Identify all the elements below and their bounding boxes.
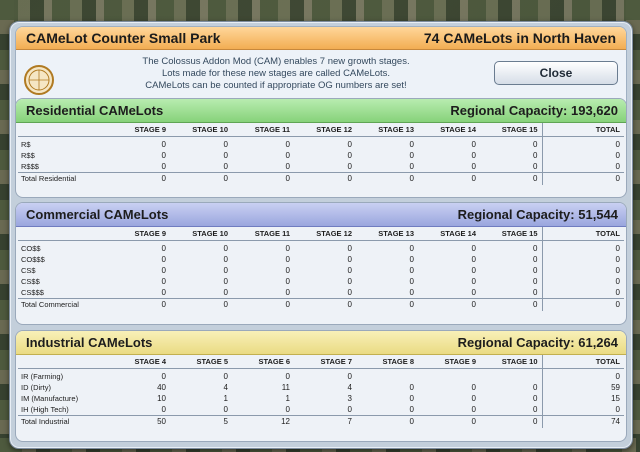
cell: 4 — [347, 383, 352, 393]
column-header: STAGE 10 — [170, 123, 232, 137]
column-header: STAGE 5 — [170, 355, 232, 369]
cell: 0 — [285, 244, 290, 254]
cell: 0 — [161, 287, 166, 297]
cell: 0 — [223, 276, 228, 286]
total-cell: 0 — [542, 255, 624, 266]
residential-section — [15, 98, 627, 198]
column-header: TOTAL — [542, 123, 624, 137]
row-label: ID (Dirty) — [21, 383, 51, 393]
row-label: R$$$ — [21, 161, 39, 171]
commercial-header — [16, 203, 626, 227]
cell: 0 — [232, 173, 294, 186]
cell: 0 — [347, 140, 352, 150]
cell: 0 — [347, 287, 352, 297]
cell: 0 — [533, 265, 538, 275]
cell: 0 — [533, 244, 538, 254]
total-row — [18, 298, 624, 311]
column-header: STAGE 13 — [356, 227, 418, 241]
bsc-logo-graphic — [27, 68, 51, 92]
total-cell: 0 — [542, 276, 624, 287]
commercial-section — [15, 202, 627, 325]
cell: 0 — [285, 404, 290, 414]
table-row — [18, 244, 624, 255]
regional-capacity: Regional Capacity: 61,264 — [457, 335, 618, 350]
cell: 0 — [108, 298, 170, 311]
cell: 0 — [161, 140, 166, 150]
table-header-row — [18, 227, 624, 241]
cell: 0 — [480, 416, 542, 429]
cell: 0 — [223, 372, 228, 382]
row-label: Total Industrial — [18, 416, 108, 429]
window-title: CAMeLot Counter Small Park — [26, 30, 221, 46]
cell: 0 — [285, 140, 290, 150]
cell: 0 — [471, 287, 476, 297]
table-row — [18, 394, 624, 405]
regional-capacity: Regional Capacity: 193,620 — [450, 103, 618, 118]
cell: 0 — [471, 244, 476, 254]
cell: 0 — [471, 393, 476, 403]
row-label: IM (Manufacture) — [21, 393, 79, 403]
total-cell: 0 — [542, 298, 624, 311]
cell: 0 — [471, 161, 476, 171]
cell: 0 — [471, 276, 476, 286]
cell: 0 — [471, 151, 476, 161]
description-line: Lots made for these new stages are called CAMeLots. — [161, 68, 391, 79]
cell: 0 — [223, 140, 228, 150]
column-header: STAGE 9 — [108, 227, 170, 241]
total-cell: 0 — [542, 140, 624, 151]
cell: 0 — [161, 255, 166, 265]
cell: 0 — [409, 393, 414, 403]
cell: 0 — [356, 173, 418, 186]
table-row — [18, 404, 624, 415]
cell: 0 — [161, 161, 166, 171]
cell: 11 — [281, 383, 290, 393]
industrial-header — [16, 331, 626, 355]
cell: 0 — [347, 276, 352, 286]
cell: 0 — [409, 255, 414, 265]
total-cell: 15 — [542, 394, 624, 405]
bsc-logo-icon — [24, 65, 54, 95]
cell: 0 — [533, 140, 538, 150]
cell — [480, 372, 542, 383]
column-header: TOTAL — [542, 355, 624, 369]
cell: 0 — [170, 173, 232, 186]
column-header: STAGE 14 — [418, 123, 480, 137]
total-cell: 0 — [542, 151, 624, 162]
row-label: IR (Farming) — [21, 372, 64, 382]
cell: 0 — [409, 151, 414, 161]
cell: 0 — [347, 161, 352, 171]
column-header: STAGE 15 — [480, 227, 542, 241]
column-header: STAGE 14 — [418, 227, 480, 241]
total-cell: 0 — [542, 266, 624, 277]
cell: 3 — [347, 393, 352, 403]
commercial-table — [18, 227, 624, 311]
cell: 0 — [223, 287, 228, 297]
cell: 0 — [471, 140, 476, 150]
cell: 0 — [533, 287, 538, 297]
table-row — [18, 287, 624, 298]
row-label: IH (High Tech) — [21, 404, 69, 414]
cell: 0 — [285, 276, 290, 286]
close-button[interactable]: Close — [494, 61, 618, 85]
column-header: STAGE 12 — [294, 227, 356, 241]
cell: 0 — [347, 265, 352, 275]
row-label: Total Residential — [18, 173, 108, 186]
cell: 0 — [533, 404, 538, 414]
cell: 0 — [533, 383, 538, 393]
section-title: Residential CAMeLots — [26, 103, 164, 118]
row-label: CS$ — [21, 265, 36, 275]
cell: 0 — [285, 255, 290, 265]
cell: 0 — [347, 244, 352, 254]
cell: 0 — [356, 416, 418, 429]
column-header: STAGE 10 — [480, 355, 542, 369]
table-row — [18, 151, 624, 162]
total-cell: 0 — [542, 173, 624, 186]
industrial-section — [15, 330, 627, 442]
cell: 0 — [418, 416, 480, 429]
total-cell: 59 — [542, 383, 624, 394]
cell: 0 — [409, 383, 414, 393]
section-title: Industrial CAMeLots — [26, 335, 153, 350]
column-header: STAGE 6 — [232, 355, 294, 369]
cell: 0 — [170, 298, 232, 311]
table-row — [18, 266, 624, 277]
cell: 0 — [223, 161, 228, 171]
cell: 7 — [294, 416, 356, 429]
column-header: STAGE 10 — [170, 227, 232, 241]
cell: 0 — [223, 255, 228, 265]
cell — [356, 372, 418, 383]
cell: 0 — [294, 298, 356, 311]
column-header: STAGE 8 — [356, 355, 418, 369]
cell: 0 — [108, 173, 170, 186]
table-row — [18, 140, 624, 151]
cell: 0 — [347, 404, 352, 414]
cell: 0 — [294, 173, 356, 186]
total-cell: 0 — [542, 372, 624, 383]
cell: 0 — [409, 161, 414, 171]
total-cell: 0 — [542, 244, 624, 255]
row-label: CO$$ — [21, 244, 41, 254]
regional-capacity: Regional Capacity: 51,544 — [457, 207, 618, 222]
header-bar — [16, 27, 626, 50]
total-cell: 0 — [542, 287, 624, 298]
cell: 5 — [170, 416, 232, 429]
description — [126, 56, 426, 92]
column-header: STAGE 15 — [480, 123, 542, 137]
cell: 0 — [223, 404, 228, 414]
cell: 0 — [409, 265, 414, 275]
cell: 0 — [533, 276, 538, 286]
industrial-table — [18, 355, 624, 428]
cell: 0 — [471, 265, 476, 275]
cell: 10 — [157, 393, 166, 403]
column-header: STAGE 11 — [232, 227, 294, 241]
table-row — [18, 383, 624, 394]
cell: 0 — [285, 151, 290, 161]
cell: 0 — [409, 244, 414, 254]
column-header: STAGE 13 — [356, 123, 418, 137]
cell: 1 — [223, 393, 228, 403]
column-header — [18, 227, 108, 241]
cell: 0 — [347, 151, 352, 161]
cell: 0 — [223, 244, 228, 254]
cell — [418, 372, 480, 383]
cell: 0 — [285, 161, 290, 171]
cell: 0 — [418, 298, 480, 311]
table-row — [18, 372, 624, 383]
cell: 0 — [223, 151, 228, 161]
row-label: CO$$$ — [21, 255, 45, 265]
column-header — [18, 355, 108, 369]
cell: 4 — [223, 383, 228, 393]
cell: 0 — [161, 244, 166, 254]
description-line: The Colossus Addon Mod (CAM) enables 7 new growth stages. — [142, 56, 410, 67]
cell: 40 — [157, 383, 166, 393]
cell: 50 — [108, 416, 170, 429]
table-row — [18, 276, 624, 287]
cell: 0 — [161, 372, 166, 382]
total-cell: 74 — [542, 416, 624, 429]
section-title: Commercial CAMeLots — [26, 207, 169, 222]
cell: 0 — [161, 151, 166, 161]
cell: 0 — [232, 298, 294, 311]
column-header — [18, 123, 108, 137]
column-header: STAGE 4 — [108, 355, 170, 369]
camelot-count: 74 CAMeLots in North Haven — [423, 30, 616, 46]
cell: 1 — [285, 393, 290, 403]
cell: 0 — [161, 265, 166, 275]
cell: 0 — [480, 298, 542, 311]
total-cell: 0 — [542, 162, 624, 173]
description-line: CAMeLots can be counted if appropriate OG numbers are set! — [145, 80, 407, 91]
total-row — [18, 416, 624, 429]
cell: 0 — [409, 287, 414, 297]
cell: 0 — [161, 276, 166, 286]
table-header-row — [18, 123, 624, 137]
row-label: R$$ — [21, 151, 35, 161]
cell: 0 — [409, 276, 414, 286]
cell: 0 — [471, 255, 476, 265]
table-row — [18, 162, 624, 173]
cell: 0 — [285, 372, 290, 382]
table-row — [18, 255, 624, 266]
row-label: CS$$ — [21, 276, 40, 286]
row-label: Total Commercial — [18, 298, 108, 311]
camelot-counter-panel — [9, 21, 633, 449]
cell: 0 — [480, 173, 542, 186]
column-header: STAGE 7 — [294, 355, 356, 369]
cell: 0 — [533, 255, 538, 265]
row-label: CS$$$ — [21, 287, 44, 297]
column-header: STAGE 12 — [294, 123, 356, 137]
cell: 0 — [347, 372, 352, 382]
cell: 0 — [409, 140, 414, 150]
column-header: TOTAL — [542, 227, 624, 241]
cell: 0 — [533, 161, 538, 171]
table-header-row — [18, 355, 624, 369]
residential-header — [16, 99, 626, 123]
cell: 0 — [223, 265, 228, 275]
column-header: STAGE 9 — [418, 355, 480, 369]
column-header: STAGE 9 — [108, 123, 170, 137]
cell: 0 — [285, 265, 290, 275]
cell: 0 — [533, 151, 538, 161]
total-row — [18, 173, 624, 186]
residential-table — [18, 123, 624, 185]
cell: 0 — [161, 404, 166, 414]
total-cell: 0 — [542, 404, 624, 415]
cell: 12 — [232, 416, 294, 429]
cell: 0 — [418, 173, 480, 186]
row-label: R$ — [21, 140, 31, 150]
cell: 0 — [356, 298, 418, 311]
cell: 0 — [471, 404, 476, 414]
cell: 0 — [409, 404, 414, 414]
column-header: STAGE 11 — [232, 123, 294, 137]
cell: 0 — [285, 287, 290, 297]
cell: 0 — [471, 383, 476, 393]
cell: 0 — [533, 393, 538, 403]
cell: 0 — [347, 255, 352, 265]
